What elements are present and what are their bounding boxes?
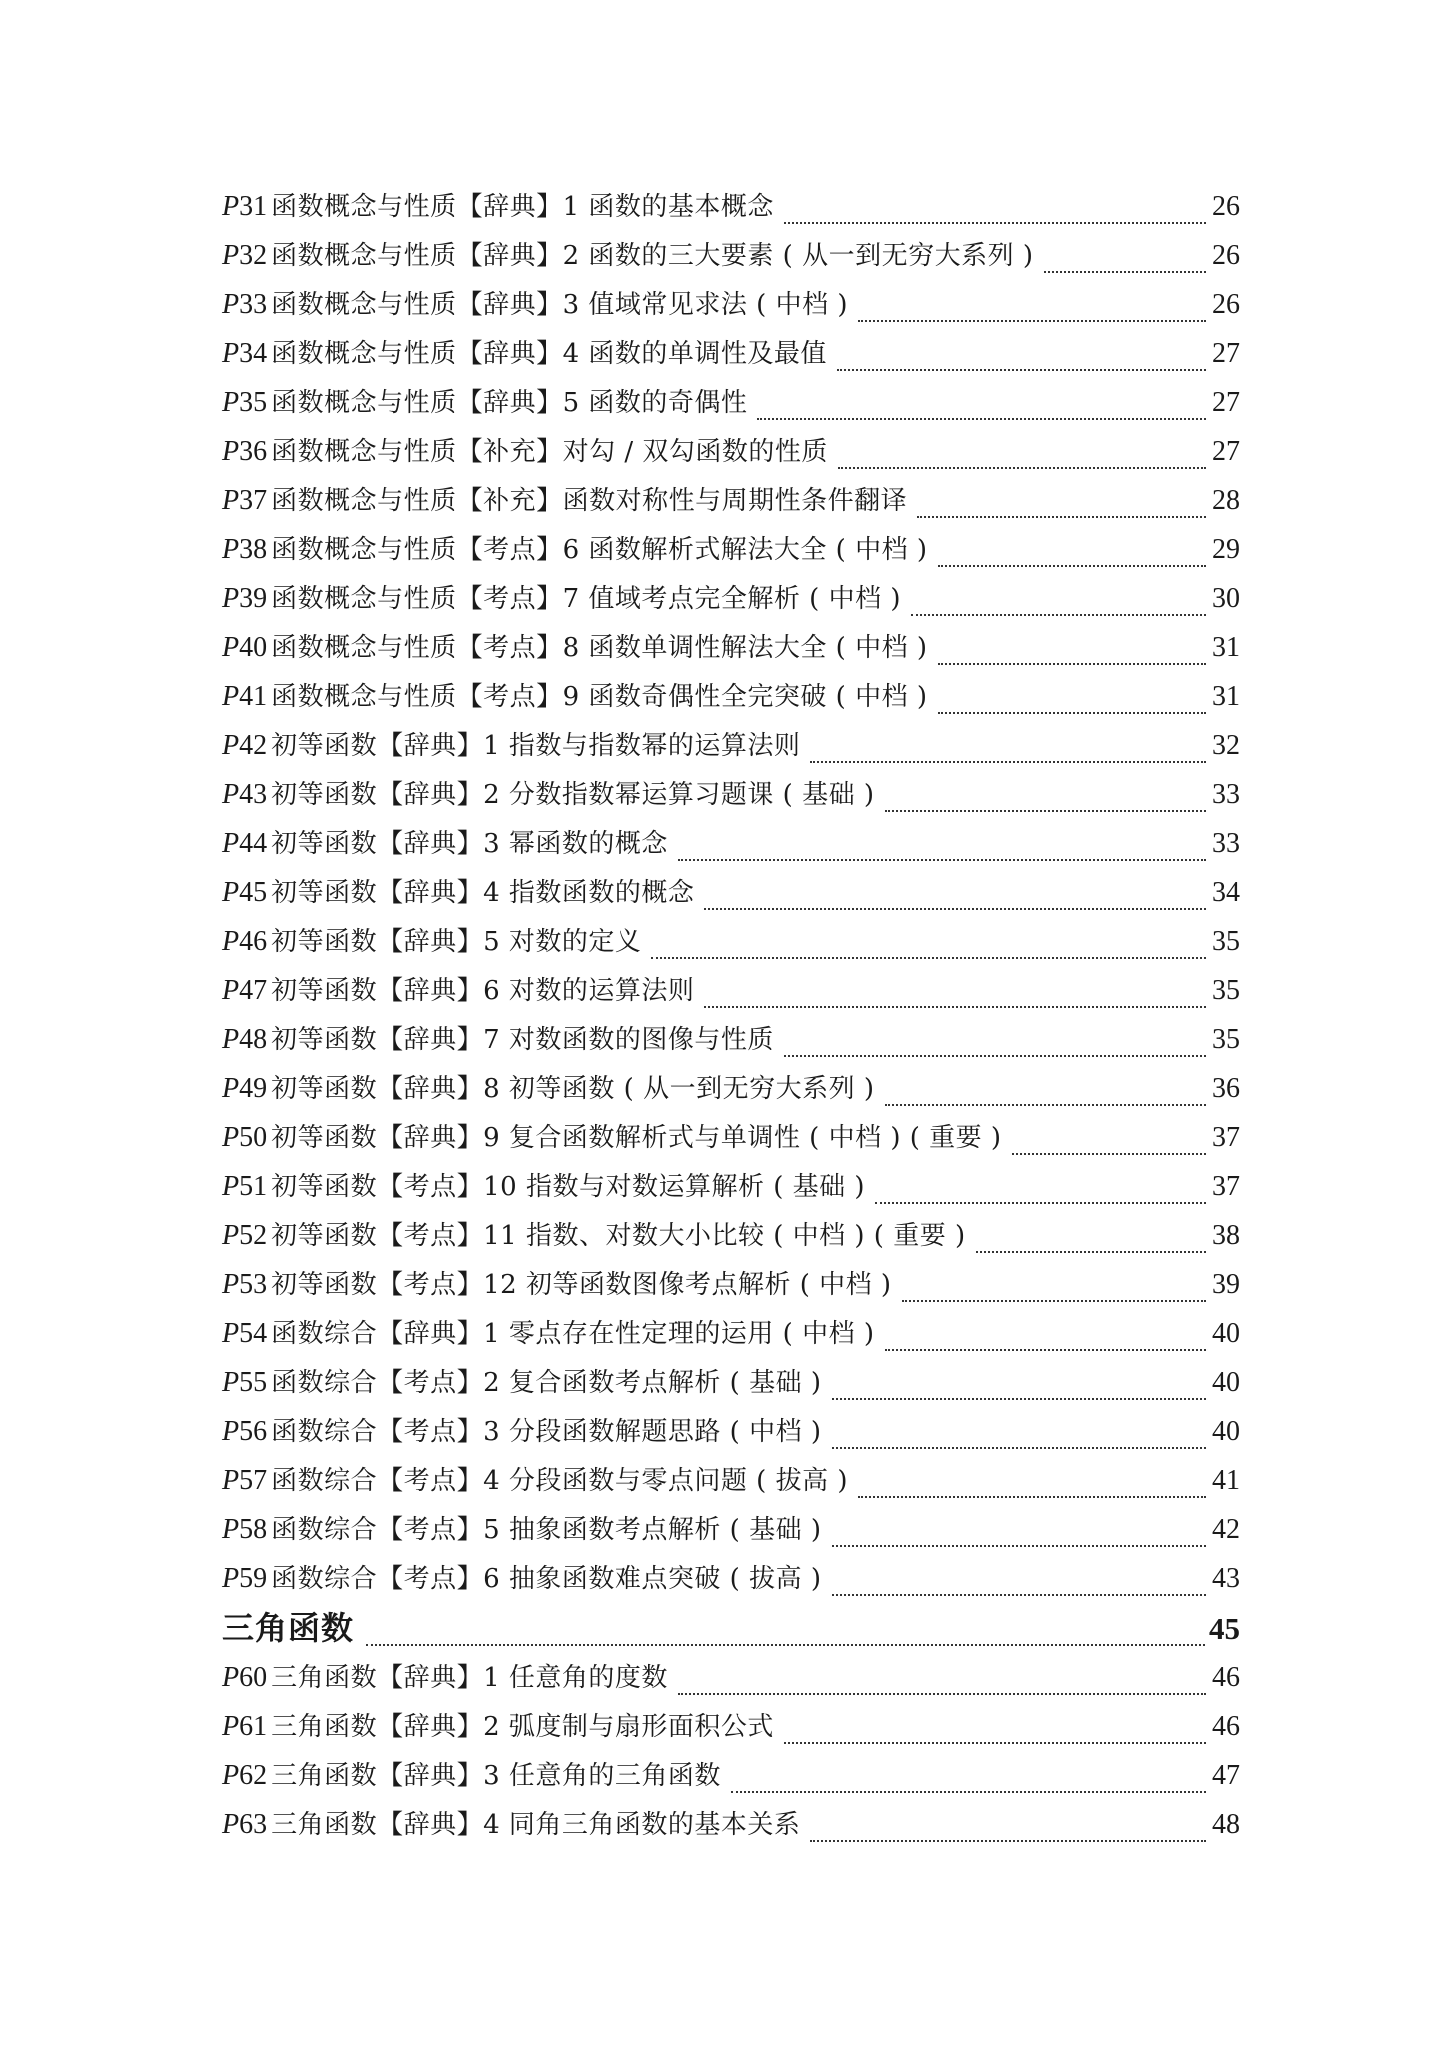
page-number: 35 xyxy=(1212,926,1240,957)
lesson-number: P45 xyxy=(222,877,268,908)
page-number: 47 xyxy=(1212,1760,1240,1791)
dot-leader xyxy=(858,320,1206,322)
page-number: 35 xyxy=(1212,975,1240,1006)
dot-leader xyxy=(678,1693,1206,1695)
toc-entry[interactable] xyxy=(222,1264,1240,1313)
dot-leader xyxy=(704,908,1206,910)
dot-leader xyxy=(651,957,1206,959)
dot-leader xyxy=(911,614,1206,616)
dot-leader xyxy=(838,467,1206,469)
toc-entry[interactable] xyxy=(222,1411,1240,1460)
page-number: 41 xyxy=(1212,1465,1240,1496)
lesson-number: P63 xyxy=(222,1809,268,1840)
page-number: 40 xyxy=(1212,1367,1240,1398)
page-number: 27 xyxy=(1212,338,1240,369)
page-number: 40 xyxy=(1212,1416,1240,1447)
entry-title: 函数概念与性质【辞典】3 值域常见求法 ( 中档 ) xyxy=(271,290,848,320)
page-number: 35 xyxy=(1212,1024,1240,1055)
entry-title: 函数概念与性质【考点】7 值域考点完全解析 ( 中档 ) xyxy=(271,584,901,614)
toc-entry[interactable] xyxy=(222,872,1240,921)
toc-entry[interactable] xyxy=(222,1117,1240,1166)
dot-leader xyxy=(832,1545,1207,1547)
table-of-contents xyxy=(222,186,1240,1853)
toc-entry[interactable] xyxy=(222,1657,1240,1706)
entry-title: 初等函数【辞典】4 指数函数的概念 xyxy=(271,878,695,908)
entry-title: 初等函数【辞典】1 指数与指数幂的运算法则 xyxy=(271,731,801,761)
toc-entry[interactable] xyxy=(222,1362,1240,1411)
dot-leader xyxy=(837,369,1206,371)
entry-title: 三角函数【辞典】4 同角三角函数的基本关系 xyxy=(271,1810,801,1840)
toc-entry[interactable] xyxy=(222,1558,1240,1607)
lesson-number: P36 xyxy=(222,436,268,467)
dot-leader xyxy=(678,859,1206,861)
entry-title: 初等函数【辞典】8 初等函数 ( 从一到无穷大系列 ) xyxy=(271,1074,875,1104)
dot-leader xyxy=(875,1202,1206,1204)
toc-entry[interactable] xyxy=(222,1068,1240,1117)
lesson-number: P54 xyxy=(222,1318,268,1349)
page-number: 29 xyxy=(1212,534,1240,565)
page-number: 38 xyxy=(1212,1220,1240,1251)
toc-entry[interactable] xyxy=(222,1804,1240,1853)
toc-entry[interactable] xyxy=(222,284,1240,333)
page-number: 28 xyxy=(1212,485,1240,516)
lesson-number: P60 xyxy=(222,1662,268,1693)
toc-entry[interactable] xyxy=(222,1509,1240,1558)
dot-leader xyxy=(885,1349,1207,1351)
page-number: 26 xyxy=(1212,289,1240,320)
dot-leader xyxy=(366,1644,1205,1646)
dot-leader xyxy=(704,1006,1206,1008)
dot-leader xyxy=(976,1251,1206,1253)
lesson-number: P39 xyxy=(222,583,268,614)
lesson-number: P53 xyxy=(222,1269,268,1300)
lesson-number: P58 xyxy=(222,1514,268,1545)
dot-leader xyxy=(858,1496,1206,1498)
entry-title: 初等函数【辞典】3 幂函数的概念 xyxy=(271,829,668,859)
entry-title: 初等函数【辞典】5 对数的定义 xyxy=(271,927,642,957)
toc-entry[interactable] xyxy=(222,921,1240,970)
toc-entry[interactable] xyxy=(222,725,1240,774)
dot-leader xyxy=(902,1300,1206,1302)
lesson-number: P31 xyxy=(222,191,268,222)
dot-leader xyxy=(832,1398,1207,1400)
toc-entry[interactable] xyxy=(222,1215,1240,1264)
lesson-number: P34 xyxy=(222,338,268,369)
toc-entry[interactable] xyxy=(222,1706,1240,1755)
entry-title: 函数概念与性质【辞典】4 函数的单调性及最值 xyxy=(271,339,827,369)
dot-leader xyxy=(810,1840,1206,1842)
toc-entry[interactable] xyxy=(222,431,1240,480)
page-number: 37 xyxy=(1212,1122,1240,1153)
dot-leader xyxy=(731,1791,1206,1793)
lesson-number: P32 xyxy=(222,240,268,271)
lesson-number: P55 xyxy=(222,1367,268,1398)
toc-entry[interactable] xyxy=(222,676,1240,725)
dot-leader xyxy=(885,810,1207,812)
page-number: 31 xyxy=(1212,632,1240,663)
entry-title: 三角函数【辞典】1 任意角的度数 xyxy=(271,1663,668,1693)
toc-entry[interactable] xyxy=(222,235,1240,284)
lesson-number: P57 xyxy=(222,1465,268,1496)
toc-entry[interactable] xyxy=(222,823,1240,872)
dot-leader xyxy=(917,516,1206,518)
page-number: 46 xyxy=(1212,1711,1240,1742)
dot-leader xyxy=(1012,1153,1206,1155)
toc-entry[interactable] xyxy=(222,382,1240,431)
toc-entry[interactable] xyxy=(222,480,1240,529)
section-title: 三角函数 xyxy=(222,1609,355,1647)
dot-leader xyxy=(784,222,1206,224)
lesson-number: P33 xyxy=(222,289,268,320)
dot-leader xyxy=(938,565,1207,567)
toc-section-heading[interactable] xyxy=(222,1607,1240,1657)
page-number: 37 xyxy=(1212,1171,1240,1202)
entry-title: 函数概念与性质【辞典】1 函数的基本概念 xyxy=(271,192,774,222)
page-number: 34 xyxy=(1212,877,1240,908)
dot-leader xyxy=(885,1104,1207,1106)
lesson-number: P47 xyxy=(222,975,268,1006)
page-number: 32 xyxy=(1212,730,1240,761)
toc-entry[interactable] xyxy=(222,1019,1240,1068)
lesson-number: P51 xyxy=(222,1171,268,1202)
lesson-number: P38 xyxy=(222,534,268,565)
dot-leader xyxy=(784,1055,1206,1057)
dot-leader xyxy=(784,1742,1206,1744)
page-number: 46 xyxy=(1212,1662,1240,1693)
entry-title: 函数概念与性质【补充】函数对称性与周期性条件翻译 xyxy=(271,486,908,516)
toc-entry[interactable] xyxy=(222,529,1240,578)
entry-title: 初等函数【考点】10 指数与对数运算解析 ( 基础 ) xyxy=(271,1172,866,1202)
entry-title: 三角函数【辞典】2 弧度制与扇形面积公式 xyxy=(271,1712,774,1742)
toc-entry[interactable] xyxy=(222,578,1240,627)
dot-leader xyxy=(757,418,1206,420)
toc-entry[interactable] xyxy=(222,1460,1240,1509)
page-number: 30 xyxy=(1212,583,1240,614)
entry-title: 初等函数【考点】12 初等函数图像考点解析 ( 中档 ) xyxy=(271,1270,892,1300)
page-number: 40 xyxy=(1212,1318,1240,1349)
dot-leader xyxy=(832,1594,1207,1596)
dot-leader xyxy=(938,663,1207,665)
lesson-number: P42 xyxy=(222,730,268,761)
lesson-number: P50 xyxy=(222,1122,268,1153)
entry-title: 函数综合【考点】6 抽象函数难点突破 ( 拔高 ) xyxy=(271,1564,822,1594)
lesson-number: P44 xyxy=(222,828,268,859)
entry-title: 函数综合【考点】2 复合函数考点解析 ( 基础 ) xyxy=(271,1368,822,1398)
page-number: 26 xyxy=(1212,240,1240,271)
page-number: 45 xyxy=(1209,1611,1240,1646)
lesson-number: P52 xyxy=(222,1220,268,1251)
lesson-number: P56 xyxy=(222,1416,268,1447)
lesson-number: P37 xyxy=(222,485,268,516)
lesson-number: P40 xyxy=(222,632,268,663)
toc-entry[interactable] xyxy=(222,1313,1240,1362)
entry-title: 函数概念与性质【考点】9 函数奇偶性全完突破 ( 中档 ) xyxy=(271,682,928,712)
page-number: 33 xyxy=(1212,828,1240,859)
page-number: 36 xyxy=(1212,1073,1240,1104)
lesson-number: P35 xyxy=(222,387,268,418)
page-number: 48 xyxy=(1212,1809,1240,1840)
dot-leader xyxy=(832,1447,1207,1449)
entry-title: 函数概念与性质【辞典】5 函数的奇偶性 xyxy=(271,388,748,418)
toc-entry[interactable] xyxy=(222,627,1240,676)
entry-title: 函数概念与性质【辞典】2 函数的三大要素 ( 从一到无穷大系列 ) xyxy=(271,241,1034,271)
lesson-number: P49 xyxy=(222,1073,268,1104)
lesson-number: P41 xyxy=(222,681,268,712)
entry-title: 初等函数【辞典】2 分数指数幂运算习题课 ( 基础 ) xyxy=(271,780,875,810)
lesson-number: P61 xyxy=(222,1711,268,1742)
toc-entry[interactable] xyxy=(222,970,1240,1019)
entry-title: 初等函数【考点】11 指数、对数大小比较 ( 中档 ) ( 重要 ) xyxy=(271,1221,966,1251)
entry-title: 函数概念与性质【考点】8 函数单调性解法大全 ( 中档 ) xyxy=(271,633,928,663)
lesson-number: P43 xyxy=(222,779,268,810)
lesson-number: P59 xyxy=(222,1563,268,1594)
toc-entry[interactable] xyxy=(222,774,1240,823)
page-number: 33 xyxy=(1212,779,1240,810)
dot-leader xyxy=(1044,271,1207,273)
entry-title: 函数综合【辞典】1 零点存在性定理的运用 ( 中档 ) xyxy=(271,1319,875,1349)
entry-title: 函数概念与性质【考点】6 函数解析式解法大全 ( 中档 ) xyxy=(271,535,928,565)
entry-title: 函数综合【考点】5 抽象函数考点解析 ( 基础 ) xyxy=(271,1515,822,1545)
entry-title: 初等函数【辞典】6 对数的运算法则 xyxy=(271,976,695,1006)
page-number: 27 xyxy=(1212,387,1240,418)
dot-leader xyxy=(938,712,1207,714)
entry-title: 函数综合【考点】3 分段函数解题思路 ( 中档 ) xyxy=(271,1417,822,1447)
entry-title: 函数综合【考点】4 分段函数与零点问题 ( 拔高 ) xyxy=(271,1466,848,1496)
toc-entry[interactable] xyxy=(222,333,1240,382)
page-number: 39 xyxy=(1212,1269,1240,1300)
entry-title: 初等函数【辞典】7 对数函数的图像与性质 xyxy=(271,1025,774,1055)
entry-title: 初等函数【辞典】9 复合函数解析式与单调性 ( 中档 ) ( 重要 ) xyxy=(271,1123,1002,1153)
page-number: 43 xyxy=(1212,1563,1240,1594)
lesson-number: P62 xyxy=(222,1760,268,1791)
page-number: 26 xyxy=(1212,191,1240,222)
lesson-number: P48 xyxy=(222,1024,268,1055)
toc-entry[interactable] xyxy=(222,186,1240,235)
toc-entry[interactable] xyxy=(222,1755,1240,1804)
lesson-number: P46 xyxy=(222,926,268,957)
page-number: 42 xyxy=(1212,1514,1240,1545)
toc-entry[interactable] xyxy=(222,1166,1240,1215)
page-number: 27 xyxy=(1212,436,1240,467)
page-number: 31 xyxy=(1212,681,1240,712)
dot-leader xyxy=(810,761,1206,763)
entry-title: 函数概念与性质【补充】对勾 / 双勾函数的性质 xyxy=(271,437,828,467)
entry-title: 三角函数【辞典】3 任意角的三角函数 xyxy=(271,1761,721,1791)
